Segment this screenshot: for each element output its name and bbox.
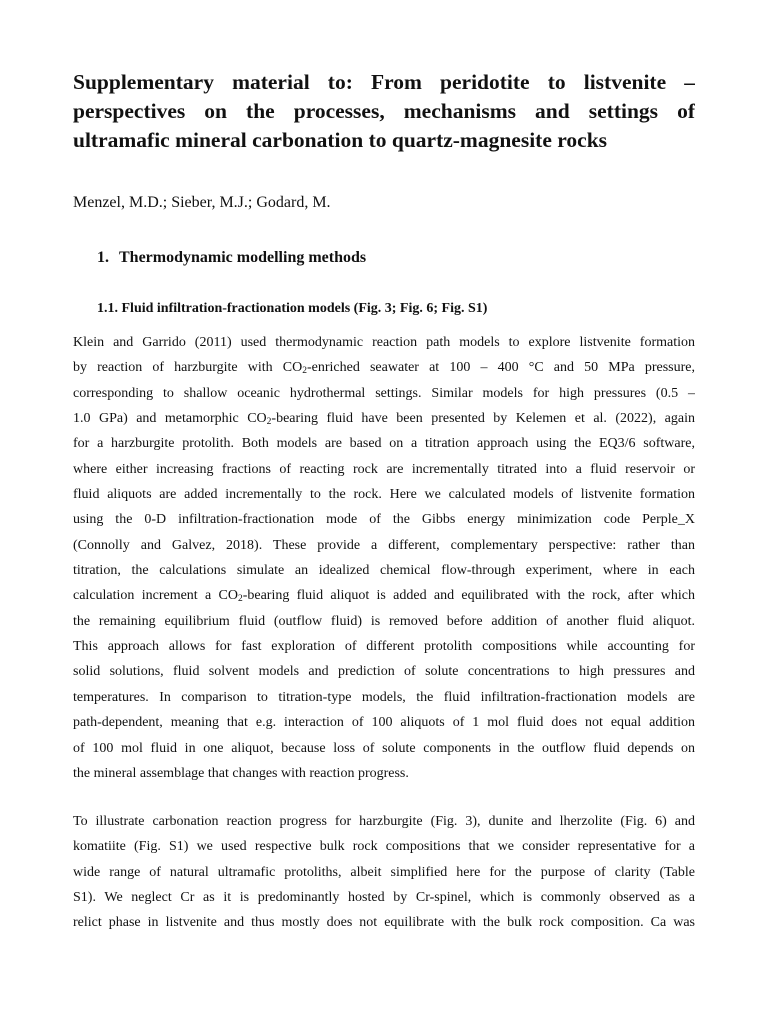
paragraph-line: This approach allows for fast exploration of different protolith compositions while accounting for bbox=[73, 639, 695, 655]
author-list: Menzel, M.D.; Sieber, M.J.; Godard, M. bbox=[73, 194, 331, 211]
paragraph-line: for a harzburgite protolith. Both models are based on a titration approach using the EQ3/6 software, bbox=[73, 436, 695, 452]
paragraph-line: the mineral assemblage that changes with reaction progress. bbox=[73, 765, 409, 781]
paragraph-line: (Connolly and Galvez, 2018). These provide a different, complementary perspective: rather than bbox=[73, 537, 695, 553]
text-run: calculation increment a CO bbox=[73, 588, 238, 604]
paragraph-line: titration, the calculations simulate an idealized chemical flow-through experiment, where in each bbox=[73, 563, 695, 579]
title-line-1: Supplementary material to: From peridotite to listvenite – bbox=[73, 70, 695, 94]
subsection-heading-1-1: 1.1. Fluid infiltration-fractionation models (Fig. 3; Fig. 6; Fig. S1) bbox=[97, 301, 488, 316]
body-paragraph-1 bbox=[73, 330, 695, 786]
paragraph-line: Klein and Garrido (2011) used thermodynamic reaction path models to explore listvenite formation bbox=[73, 335, 695, 350]
title-line-3: ultramafic mineral carbonation to quartz-magnesite rocks bbox=[73, 128, 608, 152]
paragraph-line: corresponding to shallow oceanic hydrothermal settings. Similar models for high pressures (0.5 – bbox=[73, 385, 695, 401]
paragraph-line: path-dependent, meaning that e.g. interaction of 100 aliquots of 1 mol fluid does not equal addition bbox=[73, 715, 695, 731]
text-run: 1.0 GPa) and metamorphic CO bbox=[73, 411, 267, 427]
paragraph-line: of 100 mol fluid in one aliquot, because loss of solute components in the outflow fluid depends on bbox=[73, 740, 695, 756]
paragraph-line: S1). We neglect Cr as it is predominantly hosted by Cr-spinel, which is commonly observed as a bbox=[73, 890, 695, 906]
title-line-2: perspectives on the processes, mechanisms and settings of bbox=[73, 99, 695, 123]
section-number: 1. bbox=[97, 249, 109, 266]
document-title bbox=[73, 68, 695, 155]
text-run: -enriched seawater at 100 – 400 °C and 50 MPa pressure, bbox=[307, 360, 695, 376]
paragraph-line: temperatures. In comparison to titration-type models, the fluid infiltration-fractionation models are bbox=[73, 689, 695, 705]
paragraph-line: where either increasing fractions of reacting rock are incrementally titrated into a fluid reservoir or bbox=[73, 461, 695, 477]
paragraph-line: komatiite (Fig. S1) we used respective bulk rock compositions that we consider representative for a bbox=[73, 839, 695, 855]
paragraph-line: wide range of natural ultramafic protoliths, albeit simplified here for the purpose of clarity (Table bbox=[73, 864, 695, 880]
subscript: 2 bbox=[266, 417, 272, 428]
text-run: -bearing fluid have been presented by Kelemen et al. (2022), again bbox=[271, 411, 695, 427]
paragraph-line: relict phase in listvenite and thus mostly does not equilibrate with the bulk rock composition. Ca was bbox=[73, 915, 695, 931]
text-run: by reaction of harzburgite with CO bbox=[73, 360, 303, 376]
paragraph-line: using the 0-D infiltration-fractionation mode of the Gibbs energy minimization code Perple_X bbox=[73, 512, 695, 528]
paragraph-line: fluid aliquots are added incrementally to the rock. Here we calculated models of listvenite formation bbox=[73, 487, 695, 503]
section-title: Thermodynamic modelling methods bbox=[119, 249, 367, 266]
subscript: 2 bbox=[237, 594, 243, 605]
paragraph-line: solid solutions, fluid solvent models and prediction of solute concentrations to high pressures and bbox=[73, 664, 695, 680]
paragraph-line: the remaining equilibrium fluid (outflow fluid) is removed before addition of another fluid aliquot. bbox=[73, 613, 695, 629]
subscript: 2 bbox=[302, 366, 307, 377]
paragraph-line bbox=[73, 406, 695, 431]
body-paragraph-2 bbox=[73, 809, 695, 936]
section-heading-1 bbox=[97, 248, 366, 268]
paragraph-line bbox=[73, 355, 695, 380]
text-run: -bearing fluid aliquot is added and equilibrated with the rock, after which bbox=[242, 588, 695, 604]
paragraph-line: To illustrate carbonation reaction progress for harzburgite (Fig. 3), dunite and lherzolite (Fig. 6) and bbox=[73, 814, 695, 829]
paragraph-line bbox=[73, 583, 695, 608]
